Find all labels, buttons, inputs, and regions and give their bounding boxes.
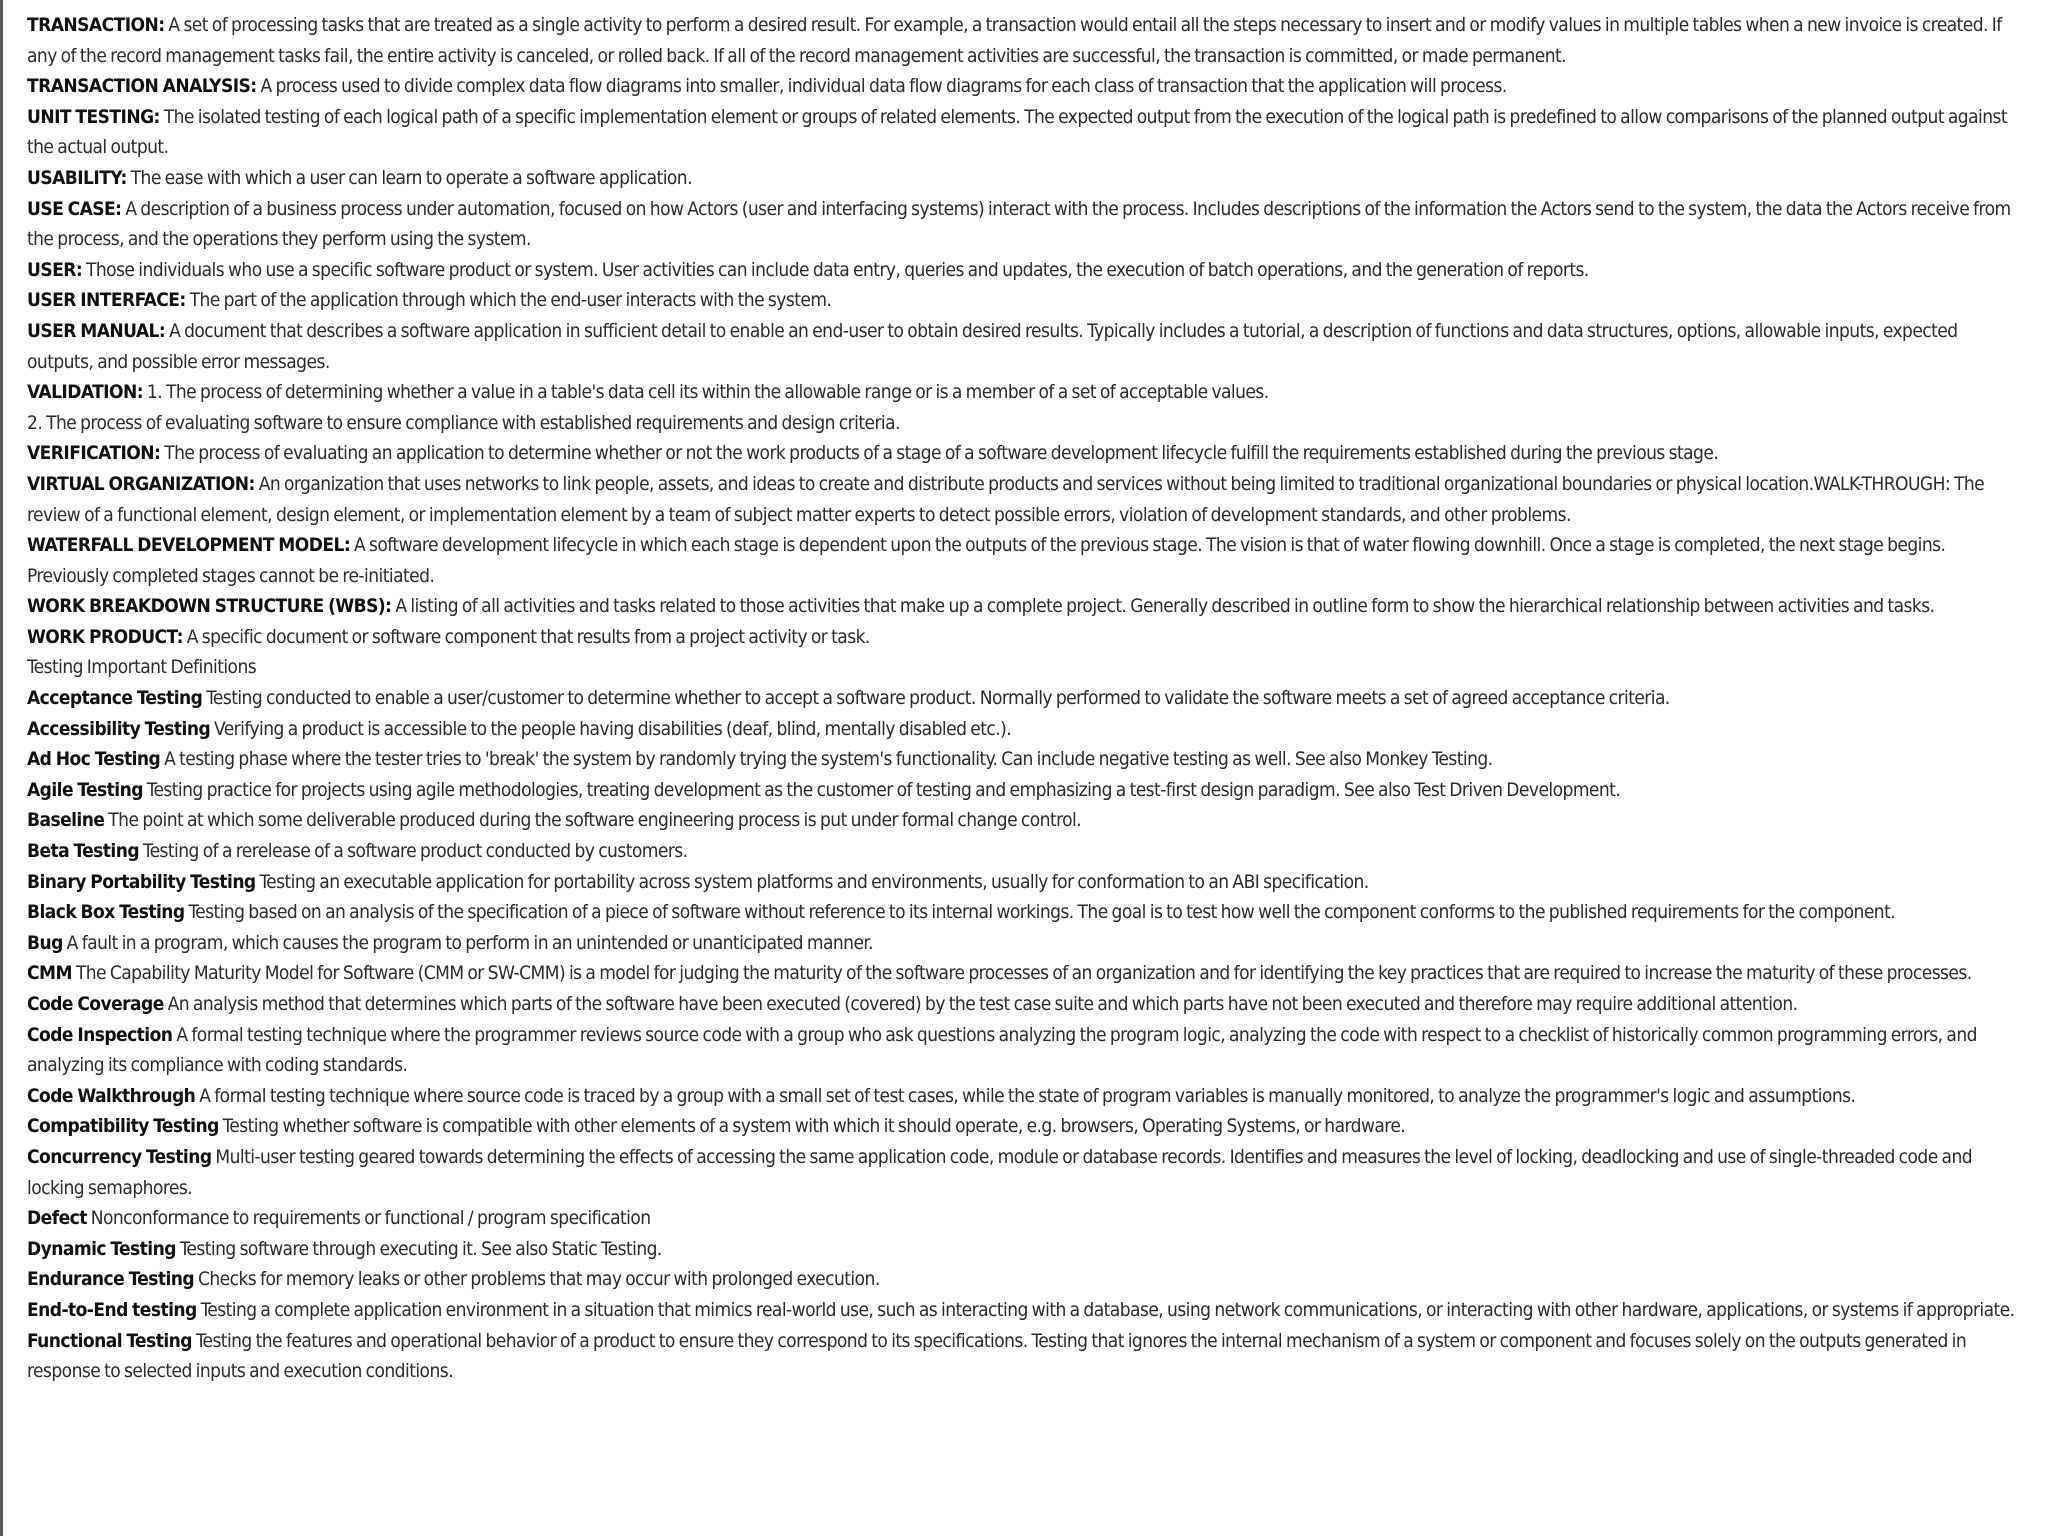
glossary-definition: The part of the application through which the end-user interacts with the system. [185,289,832,312]
glossary-entry [27,591,2027,622]
glossary-term: TRANSACTION ANALYSIS: [27,75,257,98]
glossary-definition: The process of evaluating an application to determine whether or not the work products of a stage of a software development lifecycle fulfill the requirements established during the previous stage. [160,442,1719,465]
glossary-entry [27,622,2027,653]
testing-definitions-list [27,683,2027,1387]
glossary-term: Code Inspection [27,1023,173,1046]
glossary-definition: The point at which some deliverable produced during the software engineering process is put under formal change control. [104,809,1082,832]
glossary-entry [27,1326,2027,1387]
glossary-definition: Testing the features and operational behavior of a product to ensure they correspond to its specifications. Testing that ignores the internal mechanism of a system or component and focuses solely on the outputs generated in response to selected inputs and execution conditions. [27,1329,1967,1383]
glossary-definition: The Capability Maturity Model for Software (CMM or SW-CMM) is a model for judging the maturity of the software processes of an organization and for identifying the key practices that are required to increase the maturity of these processes. [71,962,1972,985]
glossary-term: Code Coverage [27,993,164,1015]
glossary-term: VIRTUAL ORGANIZATION: [27,472,255,495]
glossary-entry [27,255,2027,286]
glossary-term: CMM [27,962,72,985]
glossary-term: WORK BREAKDOWN STRUCTURE (WBS): [27,595,392,618]
glossary-document [27,10,2027,1387]
glossary-entry [27,897,2027,928]
glossary-definition: Testing a complete application environment in a situation that mimics real-world use, such as interacting with a database, using network communications, or interacting with other hardware, applications, or systems if appropriate. [196,1298,2015,1321]
glossary-definition: Checks for memory leaks or other problems that may occur with prolonged execution. [194,1268,880,1291]
glossary-term: WATERFALL DEVELOPMENT MODEL: [27,534,351,557]
glossary-definition: The ease with which a user can learn to operate a software application. [126,166,692,189]
glossary-entry [27,775,2027,806]
glossary-term: Defect [27,1207,87,1230]
glossary-entry [27,1295,2027,1326]
glossary-entry [27,377,2027,408]
glossary-term: Bug [27,931,63,954]
glossary-term: TRANSACTION: [27,14,165,36]
glossary-definition: A document that describes a software application in sufficient detail to enable an end-user to obtain desired results. Typically includes a tutorial, a description of functions and data structures, options, allowable inputs, expected outputs, and possible error messages. [27,319,1958,373]
glossary-term: USER MANUAL: [27,319,166,342]
glossary-entry [27,805,2027,836]
glossary-term: Compatibility Testing [27,1115,219,1138]
glossary-entry [27,1234,2027,1265]
glossary-term: USER INTERFACE: [27,289,186,312]
glossary-term: WORK PRODUCT: [27,625,183,648]
glossary-entry [27,438,2027,469]
glossary-entry [27,744,2027,775]
glossary-entry [27,714,2027,745]
glossary-definition: Testing software through executing it. See also Static Testing. [175,1237,662,1260]
glossary-entry [27,1264,2027,1295]
glossary-definition: A formal testing technique where the programmer reviews source code with a group who ask questions analyzing the program logic, analyzing the code with respect to a checklist of historically common programming errors, and analyzing its compliance with coding standards. [27,1023,1977,1077]
glossary-definition: An analysis method that determines which parts of the software have been executed (covered) by the test case suite and which parts have not been executed and therefore may require additional attention. [163,993,1798,1015]
glossary-entry [27,1111,2027,1142]
glossary-entry [27,10,2027,71]
glossary-definition: Testing whether software is compatible with other elements of a system with which it should operate, e.g. browsers, Operating Systems, or hardware. [218,1115,1406,1138]
glossary-definition: A process used to divide complex data flow diagrams into smaller, individual data flow diagrams for each class of transaction that the application will process. [256,75,1507,98]
glossary-entry [27,1203,2027,1234]
glossary-definition: A listing of all activities and tasks related to those activities that make up a complete project. Generally described in outline form to show the hierarchical relationship between activities and tasks. [391,595,1935,618]
glossary-definition: A software development lifecycle in which each stage is dependent upon the outputs of the previous stage. The vision is that of water flowing downhill. Once a stage is completed, the next stage begins. Previously completed stages cannot be re-initiated. [27,534,1946,587]
glossary-entry [27,683,2027,714]
glossary-definition: Testing conducted to enable a user/customer to determine whether to accept a software product. Normally performed to validate the software meets a set of agreed acceptance criteria. [202,687,1670,710]
glossary-term: Acceptance Testing [27,687,203,710]
glossary-definition: Multi-user testing geared towards determining the effects of accessing the same application code, module or database records. Identifies and measures the level of locking, deadlocking and use of single-threaded code and locking semaphores. [27,1145,1973,1199]
glossary-definition: Testing practice for projects using agile methodologies, treating development as the customer of testing and emphasizing a test-first design paradigm. See also Test Driven Development. [142,778,1621,801]
glossary-entry [27,530,2027,591]
glossary-term: Dynamic Testing [27,1237,176,1260]
glossary-entry [27,316,2027,377]
glossary-term: End-to-End testing [27,1298,197,1321]
glossary-term: VALIDATION: [27,381,144,404]
glossary-entry [27,989,2027,1020]
glossary-entry [27,102,2027,163]
glossary-definition: Testing an executable application for portability across system platforms and environments, usually for conformation to an ABI specification. [255,870,1369,893]
glossary-definition: A specific document or software component that results from a project activity or task. [182,625,870,648]
glossary-entry [27,928,2027,959]
glossary-definition: Nonconformance to requirements or functional / program specification [86,1207,651,1230]
glossary-entry [27,408,2027,439]
glossary-entry [27,163,2027,194]
glossary-term: USABILITY: [27,166,127,189]
glossary-term: UNIT TESTING: [27,105,160,128]
glossary-definition: A description of a business process under automation, focused on how Actors (user and interfacing systems) interact with the process. Includes descriptions of the information the Actors send to the system, the data the Actors receive from the process, and the operations they perform using the system. [27,197,2011,251]
glossary-term: Agile Testing [27,778,143,801]
glossary-term: VERIFICATION: [27,442,161,465]
glossary-term: Accessibility Testing [27,717,211,740]
glossary-entry [27,1142,2027,1203]
glossary-term: Beta Testing [27,840,140,863]
glossary-term: Binary Portability Testing [27,870,256,893]
glossary-entry [27,867,2027,898]
glossary-definition: A testing phase where the tester tries to 'break' the system by randomly trying the system's functionality. Can include negative testing as well. See also Monkey Testing. [160,748,1493,771]
glossary-term: USER: [27,258,83,281]
glossary-term: Black Box Testing [27,901,185,924]
section-heading: Testing Important Definitions [27,656,257,679]
glossary-term: Endurance Testing [27,1268,195,1291]
glossary-list [27,10,2027,652]
glossary-entry [27,469,2027,530]
glossary-entry [27,1020,2027,1081]
glossary-term: Code Walkthrough [27,1084,196,1107]
glossary-definition: A set of processing tasks that are treated as a single activity to perform a desired result. For example, a transaction would entail all the steps necessary to insert and or modify values in multiple tables when a new invoice is created. If any of the record management tasks fail, the entire activity is canceled, or rolled back. If all of the record management activities are successful, the transaction is committed, or made permanent. [27,14,2002,67]
glossary-definition: An organization that uses networks to link people, assets, and ideas to create and distribute products and services without being limited to traditional organizational boundaries or physical location.WALK-THROUGH: The review of a functional element, design element, or implementation element by a team of subject matter experts to detect possible errors, violation of development standards, and other problems. [27,472,1985,526]
glossary-term: USE CASE: [27,197,122,220]
glossary-entry [27,285,2027,316]
glossary-definition: Testing of a rerelease of a software product conducted by customers. [139,840,688,863]
glossary-definition: Those individuals who use a specific software product or system. User activities can include data entry, queries and updates, the execution of batch operations, and the generation of reports. [82,258,1589,281]
glossary-definition: Testing based on an analysis of the specification of a piece of software without reference to its internal workings. The goal is to test how well the component conforms to the published requirements for the component. [184,901,1896,924]
glossary-definition: 2. The process of evaluating software to ensure compliance with established requirements and design criteria. [27,411,900,434]
glossary-entry [27,958,2027,989]
glossary-term: Functional Testing [27,1329,192,1352]
glossary-definition: 1. The process of determining whether a value in a table's data cell its within the allowable range or is a member of a set of acceptable values. [143,381,1269,404]
glossary-term: Ad Hoc Testing [27,748,161,771]
glossary-definition: A formal testing technique where source code is traced by a group with a small set of test cases, while the state of program variables is manually monitored, to analyze the programmer's logic and assumptions. [195,1084,1856,1107]
glossary-term: Concurrency Testing [27,1145,212,1168]
glossary-definition: The isolated testing of each logical path of a specific implementation element or groups of related elements. The expected output from the execution of the logical path is predefined to allow comparisons of the planned output against the actual output. [27,105,2008,159]
glossary-entry [27,1081,2027,1112]
glossary-entry [27,836,2027,867]
glossary-definition: A fault in a program, which causes the program to perform in an unintended or unanticipated manner. [62,931,874,954]
glossary-entry [27,71,2027,102]
glossary-entry [27,194,2027,255]
glossary-definition: Verifying a product is accessible to the people having disabilities (deaf, blind, mentally disabled etc.). [210,717,1012,740]
glossary-term: Baseline [27,809,105,832]
